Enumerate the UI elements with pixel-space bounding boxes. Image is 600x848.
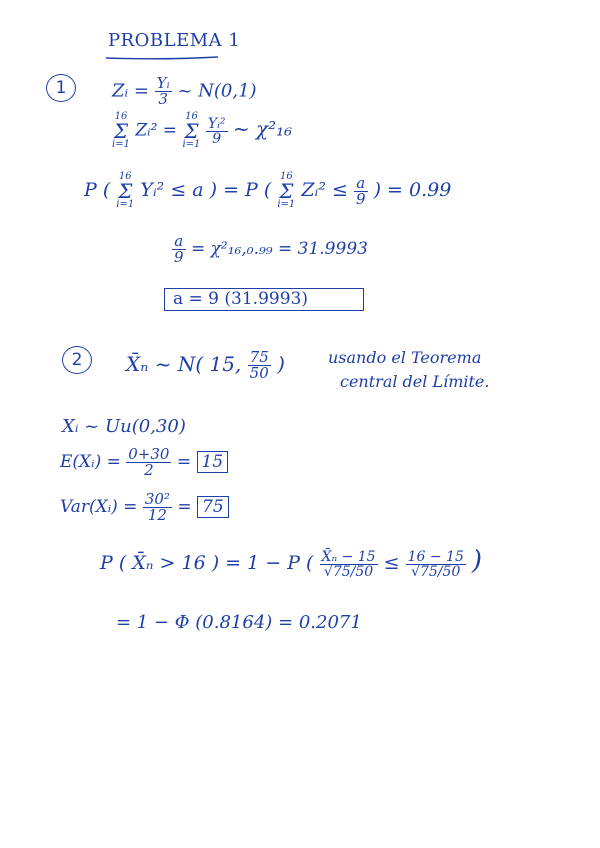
title-underline: [104, 55, 220, 61]
part1-result-text: a = 9 (31.9993): [173, 289, 308, 309]
p2-left: P ( X̄ₙ > 16 ) = 1 − P (: [100, 552, 314, 574]
prob-left: P (: [84, 179, 111, 201]
sigma-4: Σ: [279, 179, 294, 203]
part1-result: [164, 288, 364, 311]
sum4-lower: i=1: [277, 199, 296, 210]
z-def-left: Zᵢ =: [112, 80, 149, 102]
v-result: 75: [197, 496, 229, 518]
sum-frac-den: 9: [212, 130, 222, 147]
clt-note-1: [328, 350, 481, 366]
part1-number: [46, 74, 76, 102]
prob-sum-y: Yᵢ² ≤ a ) = P (: [140, 179, 272, 201]
sum-symbol-2: [182, 112, 200, 150]
sum2-lower: i=1: [182, 139, 201, 150]
e-den: 2: [144, 461, 154, 479]
prob-sum-z: Zᵢ² ≤: [301, 179, 348, 201]
z-definition: [112, 76, 257, 107]
prob-fraction: [354, 173, 368, 208]
z-def-num: Yᵢ: [156, 74, 170, 92]
sum3-upper: 16: [118, 171, 132, 182]
prob-frac-num: a: [354, 176, 368, 192]
xbar-variance-fraction: [248, 350, 271, 381]
page-title: [108, 32, 240, 50]
part2-number: [62, 346, 92, 374]
probability-line-1: [84, 172, 451, 210]
v-num: 30²: [144, 490, 170, 508]
final-result-text: = 1 − Φ (0.8164) = 0.2071: [116, 612, 362, 633]
sum1-lower: i=1: [112, 139, 130, 150]
sum3-lower: i=1: [116, 199, 135, 210]
p2-frac2-den: √75/50: [411, 563, 461, 580]
part1-number-text: 1: [55, 78, 67, 98]
sum-frac-num: Yᵢ²: [207, 115, 226, 132]
e-left: E(Xᵢ) =: [60, 452, 121, 472]
prob-right: ) = 0.99: [373, 179, 452, 201]
sum-symbol-1: [112, 112, 130, 150]
quantile-eq: = χ²₁₆,₀.₉₉ = 31.9993: [190, 239, 368, 259]
e-fraction: [126, 447, 171, 478]
clt-note-2-text: central del Límite.: [340, 372, 490, 391]
xbar-left: X̄ₙ ~ N( 15,: [126, 352, 242, 376]
quantile-den: 9: [174, 248, 184, 266]
quantile-line: [172, 234, 368, 265]
clt-note-1-text: usando el Teorema: [328, 348, 482, 367]
z-def-den: 3: [158, 90, 168, 108]
xbar-close: ): [277, 352, 285, 376]
quantile-num: a: [172, 234, 186, 250]
quantile-fraction: [172, 234, 186, 265]
v-equals: =: [177, 497, 192, 517]
chi-square-16: ~ χ²₁₆: [232, 116, 293, 141]
p2-frac2-num: 16 − 15: [407, 548, 464, 565]
e-num: 0+30: [128, 445, 170, 463]
uniform-text: Xᵢ ~ Uu(0,30): [62, 416, 186, 437]
sum4-upper: 16: [279, 171, 293, 182]
sigma-3: Σ: [118, 179, 133, 203]
sigma-1: Σ: [113, 119, 129, 143]
sum2-upper: 16: [185, 111, 198, 122]
v-den: 12: [147, 506, 167, 524]
e-result: 15: [197, 451, 229, 473]
sum1-upper: 16: [114, 111, 128, 122]
title-text: PROBLEMA 1: [108, 30, 241, 51]
expectation-line: [60, 447, 228, 478]
clt-note-2: [340, 374, 489, 390]
sum-symbol-4: [277, 172, 295, 210]
sum-fraction: [206, 117, 228, 146]
part2-number-text: 2: [71, 350, 83, 370]
sum-z-text: Zᵢ² =: [135, 120, 178, 141]
p2-fraction-1: [320, 550, 378, 579]
z-def-right: ~ N(0,1): [177, 80, 257, 102]
p2-frac1-den: √75/50: [323, 563, 374, 580]
v-fraction: [143, 492, 172, 523]
p2-fraction-2: [406, 550, 466, 579]
v-left: Var(Xᵢ) =: [60, 497, 138, 517]
z-def-fraction: [155, 76, 172, 107]
xbar-var-num: 75: [249, 348, 269, 366]
p2-frac1-num: X̄ₙ − 15: [321, 548, 376, 565]
sum-chi-line: [112, 112, 292, 150]
p2-le: ≤: [383, 552, 400, 574]
final-result: [116, 614, 362, 632]
probability-line-2: [100, 548, 482, 579]
variance-line: [60, 492, 229, 523]
uniform-distribution: [62, 418, 186, 436]
xbar-distribution: [126, 350, 285, 381]
xbar-var-den: 50: [249, 364, 269, 382]
p2-close: ): [471, 546, 483, 576]
sum-symbol-3: [116, 172, 134, 210]
prob-frac-den: 9: [356, 189, 366, 208]
sigma-2: Σ: [184, 119, 199, 143]
e-equals: =: [176, 452, 192, 472]
